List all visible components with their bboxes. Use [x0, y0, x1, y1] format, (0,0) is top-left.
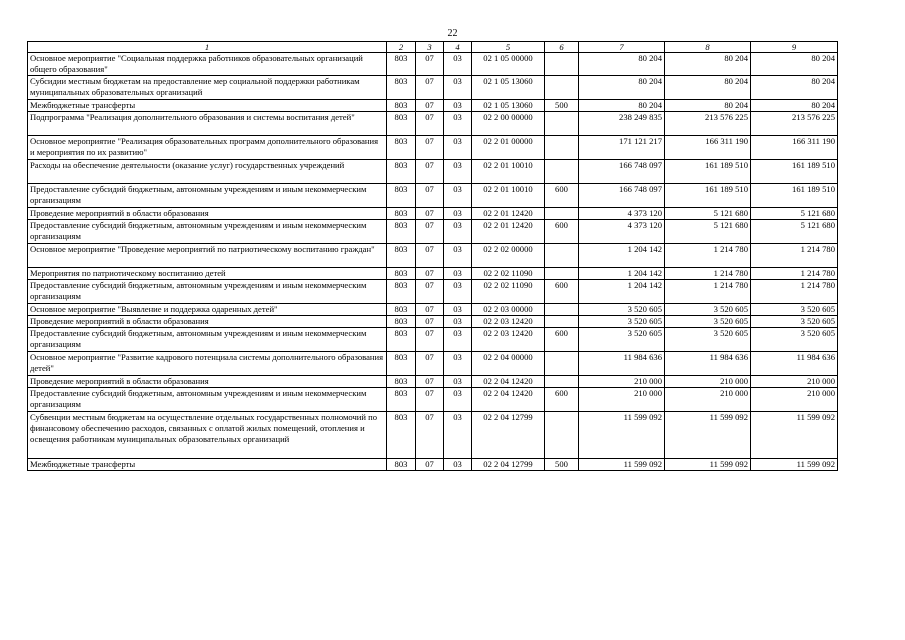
row-ministry-code: 803: [387, 304, 416, 316]
table-row: [28, 268, 838, 280]
row-amount-year3: 161 189 510: [751, 184, 838, 208]
row-section-code: 07: [416, 112, 444, 136]
row-ministry-code: 803: [387, 100, 416, 112]
row-amount-year2: 166 311 190: [665, 136, 751, 160]
row-subsection-code: 03: [444, 328, 472, 352]
row-name: Основное мероприятие "Социальная поддержка работников образовательных организаций общего образования": [28, 53, 387, 76]
row-expense-type-code: 500: [545, 459, 579, 471]
row-ministry-code: 803: [387, 184, 416, 208]
row-expense-type-code: [545, 76, 579, 100]
row-target-code: 02 2 01 10010: [472, 184, 545, 208]
row-target-code: 02 2 02 11090: [472, 268, 545, 280]
table-row: [28, 112, 838, 136]
row-amount-year3: 5 121 680: [751, 208, 838, 220]
row-ministry-code: 803: [387, 280, 416, 304]
row-ministry-code: 803: [387, 220, 416, 244]
row-name: Основное мероприятие "Реализация образовательных программ дополнительного образования и мероприятия по их развитию": [28, 136, 387, 160]
table-row: [28, 376, 838, 388]
row-name: Мероприятия по патриотическому воспитанию детей: [28, 268, 387, 280]
row-target-code: 02 2 04 00000: [472, 352, 545, 376]
row-target-code: 02 2 03 12420: [472, 328, 545, 352]
row-amount-year2: 80 204: [665, 76, 751, 100]
row-amount-year1: 80 204: [579, 100, 665, 112]
row-ministry-code: 803: [387, 53, 416, 76]
row-target-code: 02 2 01 10010: [472, 160, 545, 184]
row-section-code: 07: [416, 160, 444, 184]
row-target-code: 02 2 02 11090: [472, 280, 545, 304]
page-number: 22: [447, 28, 458, 39]
row-expense-type-code: [545, 412, 579, 459]
row-ministry-code: 803: [387, 328, 416, 352]
row-amount-year2: 5 121 680: [665, 220, 751, 244]
row-amount-year3: 11 599 092: [751, 459, 838, 471]
budget-table: [27, 41, 838, 471]
table-row: [28, 352, 838, 376]
row-amount-year3: 1 214 780: [751, 244, 838, 268]
row-target-code: 02 2 01 12420: [472, 208, 545, 220]
row-amount-year3: 3 520 605: [751, 304, 838, 316]
row-expense-type-code: 600: [545, 184, 579, 208]
row-ministry-code: 803: [387, 244, 416, 268]
row-section-code: 07: [416, 244, 444, 268]
table-row: [28, 208, 838, 220]
table-row: [28, 160, 838, 184]
row-expense-type-code: 600: [545, 328, 579, 352]
row-section-code: 07: [416, 459, 444, 471]
row-amount-year3: 11 984 636: [751, 352, 838, 376]
row-amount-year3: 80 204: [751, 53, 838, 76]
row-name: Предоставление субсидий бюджетным, автономным учреждениям и иным некоммерческим организациям: [28, 388, 387, 412]
row-name: Основное мероприятие "Проведение мероприятий по патриотическому воспитанию граждан": [28, 244, 387, 268]
table-row: [28, 136, 838, 160]
row-ministry-code: 803: [387, 208, 416, 220]
column-header: 7: [579, 42, 665, 53]
table-header-row: [28, 42, 838, 53]
row-ministry-code: 803: [387, 76, 416, 100]
row-amount-year1: 166 748 097: [579, 184, 665, 208]
row-expense-type-code: 600: [545, 220, 579, 244]
row-name: Подпрограмма "Реализация дополнительного образования и системы воспитания детей": [28, 112, 387, 136]
row-amount-year1: 1 204 142: [579, 268, 665, 280]
row-name: Предоставление субсидий бюджетным, автономным учреждениям и иным некоммерческим организациям: [28, 280, 387, 304]
row-section-code: 07: [416, 412, 444, 459]
row-target-code: 02 1 05 00000: [472, 53, 545, 76]
row-section-code: 07: [416, 184, 444, 208]
row-section-code: 07: [416, 208, 444, 220]
row-expense-type-code: [545, 136, 579, 160]
row-section-code: 07: [416, 304, 444, 316]
table-row: [28, 220, 838, 244]
row-target-code: 02 2 04 12799: [472, 459, 545, 471]
row-name: Межбюджетные трансферты: [28, 100, 387, 112]
row-subsection-code: 03: [444, 100, 472, 112]
row-subsection-code: 03: [444, 412, 472, 459]
row-amount-year1: 3 520 605: [579, 304, 665, 316]
row-amount-year3: 80 204: [751, 76, 838, 100]
row-amount-year2: 1 214 780: [665, 280, 751, 304]
row-target-code: 02 2 00 00000: [472, 112, 545, 136]
column-header: 8: [665, 42, 751, 53]
row-amount-year1: 11 599 092: [579, 412, 665, 459]
column-header: 6: [545, 42, 579, 53]
row-name: Проведение мероприятий в области образования: [28, 208, 387, 220]
row-amount-year3: 213 576 225: [751, 112, 838, 136]
row-expense-type-code: 600: [545, 280, 579, 304]
row-amount-year2: 11 599 092: [665, 459, 751, 471]
row-target-code: 02 1 05 13060: [472, 76, 545, 100]
row-amount-year1: 3 520 605: [579, 328, 665, 352]
row-expense-type-code: [545, 112, 579, 136]
row-expense-type-code: [545, 268, 579, 280]
row-amount-year1: 3 520 605: [579, 316, 665, 328]
row-expense-type-code: [545, 376, 579, 388]
row-expense-type-code: [545, 304, 579, 316]
row-subsection-code: 03: [444, 160, 472, 184]
row-target-code: 02 2 03 12420: [472, 316, 545, 328]
row-target-code: 02 1 05 13060: [472, 100, 545, 112]
row-section-code: 07: [416, 76, 444, 100]
row-amount-year2: 3 520 605: [665, 328, 751, 352]
row-amount-year1: 11 984 636: [579, 352, 665, 376]
row-expense-type-code: [545, 244, 579, 268]
row-subsection-code: 03: [444, 388, 472, 412]
row-name: Основное мероприятие "Выявление и поддержка одаренных детей": [28, 304, 387, 316]
row-amount-year1: 210 000: [579, 388, 665, 412]
column-header: 9: [751, 42, 838, 53]
row-target-code: 02 2 04 12420: [472, 376, 545, 388]
row-section-code: 07: [416, 136, 444, 160]
row-target-code: 02 2 01 12420: [472, 220, 545, 244]
row-amount-year3: 161 189 510: [751, 160, 838, 184]
row-amount-year2: 1 214 780: [665, 268, 751, 280]
row-amount-year2: 80 204: [665, 53, 751, 76]
row-name: Проведение мероприятий в области образования: [28, 316, 387, 328]
row-expense-type-code: 500: [545, 100, 579, 112]
row-name: Основное мероприятие "Развитие кадрового потенциала системы дополнительного образования детей": [28, 352, 387, 376]
table-row: [28, 76, 838, 100]
row-amount-year2: 161 189 510: [665, 160, 751, 184]
row-amount-year1: 171 121 217: [579, 136, 665, 160]
table-row: [28, 304, 838, 316]
row-amount-year2: 5 121 680: [665, 208, 751, 220]
row-name: Межбюджетные трансферты: [28, 459, 387, 471]
row-section-code: 07: [416, 268, 444, 280]
row-name: Расходы на обеспечение деятельности (оказание услуг) государственных учреждений: [28, 160, 387, 184]
table-row: [28, 459, 838, 471]
row-amount-year1: 210 000: [579, 376, 665, 388]
row-subsection-code: 03: [444, 184, 472, 208]
row-subsection-code: 03: [444, 244, 472, 268]
row-amount-year3: 3 520 605: [751, 316, 838, 328]
row-subsection-code: 03: [444, 112, 472, 136]
row-name: Проведение мероприятий в области образования: [28, 376, 387, 388]
row-amount-year2: 1 214 780: [665, 244, 751, 268]
row-subsection-code: 03: [444, 459, 472, 471]
row-amount-year3: 3 520 605: [751, 328, 838, 352]
table-row: [28, 316, 838, 328]
row-section-code: 07: [416, 280, 444, 304]
row-ministry-code: 803: [387, 388, 416, 412]
row-amount-year2: 3 520 605: [665, 316, 751, 328]
row-subsection-code: 03: [444, 268, 472, 280]
row-expense-type-code: [545, 160, 579, 184]
row-amount-year1: 1 204 142: [579, 244, 665, 268]
row-amount-year2: 11 599 092: [665, 412, 751, 459]
row-amount-year3: 5 121 680: [751, 220, 838, 244]
row-name: Субсидии местным бюджетам на предоставление мер социальной поддержки работникам муниципальных образовательных организаций: [28, 76, 387, 100]
row-amount-year3: 1 214 780: [751, 280, 838, 304]
row-subsection-code: 03: [444, 76, 472, 100]
row-amount-year1: 166 748 097: [579, 160, 665, 184]
row-amount-year2: 11 984 636: [665, 352, 751, 376]
row-subsection-code: 03: [444, 280, 472, 304]
row-ministry-code: 803: [387, 412, 416, 459]
row-expense-type-code: [545, 352, 579, 376]
row-target-code: 02 2 01 00000: [472, 136, 545, 160]
row-name: Предоставление субсидий бюджетным, автономным учреждениям и иным некоммерческим организациям: [28, 184, 387, 208]
row-amount-year2: 80 204: [665, 100, 751, 112]
row-section-code: 07: [416, 316, 444, 328]
row-amount-year3: 210 000: [751, 376, 838, 388]
table-row: [28, 53, 838, 76]
row-expense-type-code: [545, 53, 579, 76]
row-section-code: 07: [416, 352, 444, 376]
row-amount-year1: 80 204: [579, 53, 665, 76]
row-target-code: 02 2 04 12420: [472, 388, 545, 412]
row-subsection-code: 03: [444, 376, 472, 388]
row-amount-year2: 210 000: [665, 388, 751, 412]
row-amount-year2: 161 189 510: [665, 184, 751, 208]
row-amount-year3: 166 311 190: [751, 136, 838, 160]
row-amount-year1: 11 599 092: [579, 459, 665, 471]
row-ministry-code: 803: [387, 352, 416, 376]
row-amount-year1: 4 373 120: [579, 208, 665, 220]
row-name: Предоставление субсидий бюджетным, автономным учреждениям и иным некоммерческим организациям: [28, 328, 387, 352]
column-header: 1: [28, 42, 387, 53]
column-header: 5: [472, 42, 545, 53]
row-expense-type-code: [545, 316, 579, 328]
column-header: 2: [387, 42, 416, 53]
row-ministry-code: 803: [387, 136, 416, 160]
row-expense-type-code: 600: [545, 388, 579, 412]
row-subsection-code: 03: [444, 220, 472, 244]
table-row: [28, 388, 838, 412]
row-subsection-code: 03: [444, 136, 472, 160]
row-amount-year2: 210 000: [665, 376, 751, 388]
row-section-code: 07: [416, 220, 444, 244]
row-amount-year3: 210 000: [751, 388, 838, 412]
row-amount-year3: 1 214 780: [751, 268, 838, 280]
table-row: [28, 100, 838, 112]
row-amount-year3: 11 599 092: [751, 412, 838, 459]
row-subsection-code: 03: [444, 53, 472, 76]
row-section-code: 07: [416, 328, 444, 352]
row-expense-type-code: [545, 208, 579, 220]
table-row: [28, 328, 838, 352]
row-amount-year1: 4 373 120: [579, 220, 665, 244]
table-row: [28, 412, 838, 459]
row-subsection-code: 03: [444, 316, 472, 328]
row-subsection-code: 03: [444, 304, 472, 316]
row-name: Предоставление субсидий бюджетным, автономным учреждениям и иным некоммерческим организациям: [28, 220, 387, 244]
row-amount-year2: 213 576 225: [665, 112, 751, 136]
table-row: [28, 244, 838, 268]
row-section-code: 07: [416, 388, 444, 412]
row-amount-year1: 1 204 142: [579, 280, 665, 304]
row-ministry-code: 803: [387, 459, 416, 471]
row-ministry-code: 803: [387, 160, 416, 184]
row-ministry-code: 803: [387, 112, 416, 136]
table-row: [28, 280, 838, 304]
row-ministry-code: 803: [387, 268, 416, 280]
column-header: 3: [416, 42, 444, 53]
row-ministry-code: 803: [387, 316, 416, 328]
row-amount-year1: 238 249 835: [579, 112, 665, 136]
row-section-code: 07: [416, 53, 444, 76]
row-ministry-code: 803: [387, 376, 416, 388]
row-section-code: 07: [416, 100, 444, 112]
row-section-code: 07: [416, 376, 444, 388]
row-subsection-code: 03: [444, 208, 472, 220]
row-amount-year1: 80 204: [579, 76, 665, 100]
row-amount-year2: 3 520 605: [665, 304, 751, 316]
row-target-code: 02 2 04 12799: [472, 412, 545, 459]
row-target-code: 02 2 02 00000: [472, 244, 545, 268]
row-target-code: 02 2 03 00000: [472, 304, 545, 316]
row-amount-year3: 80 204: [751, 100, 838, 112]
row-subsection-code: 03: [444, 352, 472, 376]
column-header: 4: [444, 42, 472, 53]
table-row: [28, 184, 838, 208]
row-name: Субвенции местным бюджетам на осуществление отдельных государственных полномочий по финансовому обеспечению расходов, связанных с оплатой жилых помещений, отопления и освещения работникам муниципальных образовательных организаций: [28, 412, 387, 459]
